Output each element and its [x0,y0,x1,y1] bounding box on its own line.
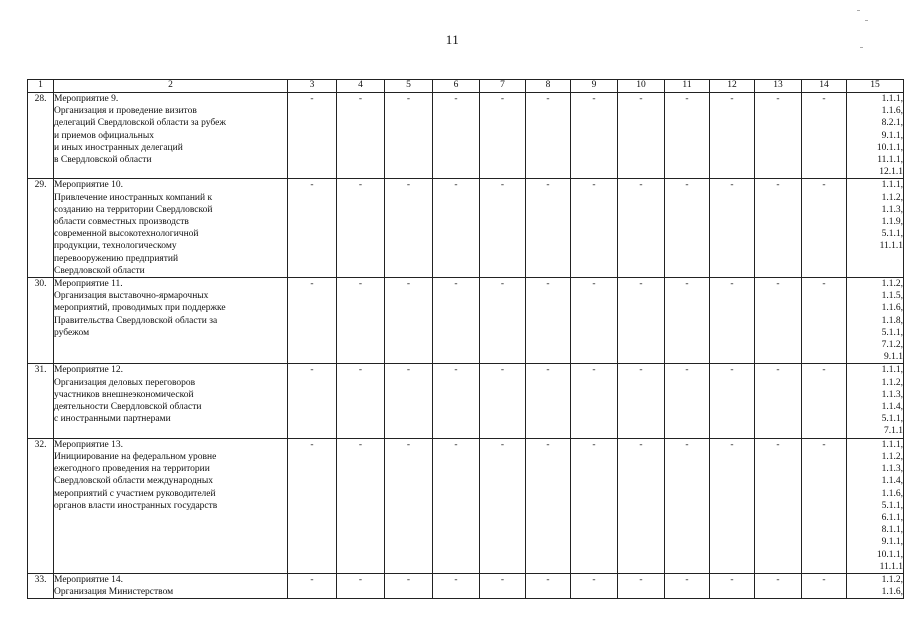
value-cell: - [337,278,385,364]
target-code: 9.1.1 [884,352,903,363]
value-cell: - [288,573,337,598]
column-number: 15 [847,80,904,93]
target-code: 1.1.4, [881,402,903,413]
table-row [28,93,904,179]
measure-description [54,278,288,364]
value-cell: - [433,278,480,364]
value-cell: - [571,573,618,598]
value-cell: - [618,438,665,573]
target-code: 10.1.1, [876,549,903,560]
target-code: 1.1.2, [881,451,903,462]
description-line: органов власти иностранных государств [54,500,218,511]
value-cell: - [337,364,385,438]
value-cell: - [665,573,710,598]
value-cell: - [755,364,802,438]
target-code: 1.1.2, [881,192,903,203]
row-number: 28. [28,93,54,179]
target-code: 1.1.1, [881,180,903,191]
target-code: 8.2.1, [881,118,903,129]
target-code: 1.1.1, [881,439,903,450]
column-number: 7 [480,80,526,93]
value-cell: - [480,438,526,573]
measures-table [27,79,904,599]
value-cell: - [571,438,618,573]
table-row [28,438,904,573]
target-code: 5.1.1, [881,414,903,425]
description-line: участников внешнеэкономической [54,389,194,400]
value-cell: - [802,438,847,573]
value-cell: - [385,438,433,573]
value-cell: - [665,278,710,364]
description-line: Организация деловых переговоров [54,377,196,388]
description-line: мероприятий, проводимых при поддержке [54,303,226,314]
target-code: 1.1.3, [881,204,903,215]
value-cell: - [802,278,847,364]
target-codes [847,278,904,364]
value-cell: - [665,179,710,278]
value-cell: - [618,179,665,278]
target-code: 9.1.1, [881,130,903,141]
column-number: 12 [710,80,755,93]
description-line: Организация Министерством [54,587,174,598]
value-cell: - [288,179,337,278]
description-line: созданию на территории Свердловской [54,204,213,215]
description-line: ежегодного проведения на территории [54,464,210,475]
scan-speck [860,47,863,48]
target-code: 5.1.1, [881,500,903,511]
target-codes [847,179,904,278]
value-cell: - [618,573,665,598]
description-line: Инициирование на федеральном уровне [54,451,217,462]
page-number: 11 [445,32,460,47]
value-cell: - [433,573,480,598]
description-line: Мероприятие 10. [54,180,124,191]
column-number: 11 [665,80,710,93]
target-code: 1.1.3, [881,389,903,400]
value-cell: - [571,278,618,364]
column-number: 10 [618,80,665,93]
row-number: 32. [28,438,54,573]
value-cell: - [337,573,385,598]
target-code: 1.1.9, [881,217,903,228]
description-line: и иных иностранных делегаций [54,142,183,153]
column-number: 4 [337,80,385,93]
description-line: Мероприятие 12. [54,365,124,376]
target-code: 1.1.5, [881,291,903,302]
target-codes [847,364,904,438]
table-body [28,93,904,599]
description-line: делегаций Свердловской области за рубеж [54,118,226,129]
value-cell: - [433,364,480,438]
value-cell: - [710,93,755,179]
target-code: 1.1.2, [881,377,903,388]
value-cell: - [755,438,802,573]
value-cell: - [337,179,385,278]
target-code: 1.1.2, [881,279,903,290]
target-code: 1.1.6, [881,587,903,598]
description-line: Мероприятие 14. [54,574,124,585]
target-code: 1.1.6, [881,488,903,499]
table-row [28,573,904,598]
target-code: 1.1.4, [881,476,903,487]
value-cell: - [802,179,847,278]
description-line: продукции, технологическому [54,241,177,252]
value-cell: - [526,278,571,364]
target-code: 1.1.6, [881,303,903,314]
scan-speck [857,10,860,11]
target-code: 6.1.1, [881,512,903,523]
description-line: мероприятий с участием руководителей [54,488,216,499]
value-cell: - [288,438,337,573]
value-cell: - [802,573,847,598]
value-cell: - [571,93,618,179]
description-line: Мероприятие 9. [54,94,119,104]
row-number: 31. [28,364,54,438]
table-row [28,179,904,278]
description-line: Мероприятие 13. [54,439,124,450]
target-code: 12.1.1 [879,167,903,178]
value-cell: - [288,364,337,438]
column-number: 3 [288,80,337,93]
value-cell: - [480,93,526,179]
column-number: 14 [802,80,847,93]
target-code: 7.1.1 [884,426,903,437]
value-cell: - [755,278,802,364]
value-cell: - [480,364,526,438]
target-code: 1.1.1, [881,365,903,376]
target-code: 11.1.1 [879,241,903,252]
description-line: в Свердловской области [54,155,152,166]
value-cell: - [571,179,618,278]
target-code: 7.1.2, [881,340,903,351]
target-code: 5.1.1, [881,229,903,240]
description-line: Мероприятие 11. [54,279,123,290]
value-cell: - [526,573,571,598]
scan-speck [865,20,868,21]
value-cell: - [618,93,665,179]
measure-description [54,364,288,438]
description-line: области совместных производств [54,217,189,228]
column-number-row [28,80,904,93]
value-cell: - [480,278,526,364]
description-line: Организация выставочно-ярмарочных [54,291,209,302]
target-codes [847,573,904,598]
value-cell: - [385,179,433,278]
description-line: рубежом [54,327,90,338]
value-cell: - [802,93,847,179]
value-cell: - [480,573,526,598]
measure-description [54,573,288,598]
description-line: Свердловской области международных [54,476,214,487]
value-cell: - [526,364,571,438]
value-cell: - [571,364,618,438]
target-codes [847,93,904,179]
value-cell: - [385,573,433,598]
value-cell: - [288,93,337,179]
column-number: 1 [28,80,54,93]
value-cell: - [802,364,847,438]
column-number: 6 [433,80,480,93]
value-cell: - [665,364,710,438]
value-cell: - [618,364,665,438]
value-cell: - [665,93,710,179]
column-number: 8 [526,80,571,93]
column-number: 5 [385,80,433,93]
description-line: перевооружению предприятий [54,253,179,264]
target-code: 10.1.1, [876,142,903,153]
description-line: Правительства Свердловской области за [54,315,218,326]
value-cell: - [755,573,802,598]
value-cell: - [288,278,337,364]
target-code: 1.1.6, [881,106,903,117]
row-number: 29. [28,179,54,278]
measure-description [54,179,288,278]
column-number: 13 [755,80,802,93]
value-cell: - [710,179,755,278]
target-code: 5.1.1, [881,327,903,338]
value-cell: - [526,179,571,278]
description-line: с иностранными партнерами [54,414,171,425]
value-cell: - [337,93,385,179]
table-row [28,278,904,364]
row-number: 33. [28,573,54,598]
target-code: 11.1.1 [879,561,903,572]
target-code: 1.1.3, [881,464,903,475]
value-cell: - [526,438,571,573]
value-cell: - [618,278,665,364]
measure-description [54,93,288,179]
row-number: 30. [28,278,54,364]
target-codes [847,438,904,573]
target-code: 11.1.1, [877,155,903,166]
table-row [28,364,904,438]
value-cell: - [755,179,802,278]
value-cell: - [385,278,433,364]
value-cell: - [433,93,480,179]
description-line: современной высокотехнологичной [54,229,199,240]
description-line: Свердловской области [54,265,145,276]
description-line: Привлечение иностранных компаний к [54,192,213,203]
value-cell: - [710,364,755,438]
target-code: 1.1.8, [881,315,903,326]
value-cell: - [433,179,480,278]
value-cell: - [710,573,755,598]
target-code: 1.1.1, [881,94,903,104]
description-line: деятельности Свердловской области [54,402,202,413]
description-line: и приемов официальных [54,130,154,141]
target-code: 8.1.1, [881,525,903,536]
target-code: 9.1.1, [881,537,903,548]
column-number: 9 [571,80,618,93]
value-cell: - [526,93,571,179]
value-cell: - [433,438,480,573]
value-cell: - [710,438,755,573]
value-cell: - [385,93,433,179]
value-cell: - [480,179,526,278]
target-code: 1.1.2, [881,574,903,585]
column-number: 2 [54,80,288,93]
value-cell: - [665,438,710,573]
description-line: Организация и проведение визитов [54,106,197,117]
value-cell: - [710,278,755,364]
value-cell: - [385,364,433,438]
value-cell: - [755,93,802,179]
value-cell: - [337,438,385,573]
measure-description [54,438,288,573]
